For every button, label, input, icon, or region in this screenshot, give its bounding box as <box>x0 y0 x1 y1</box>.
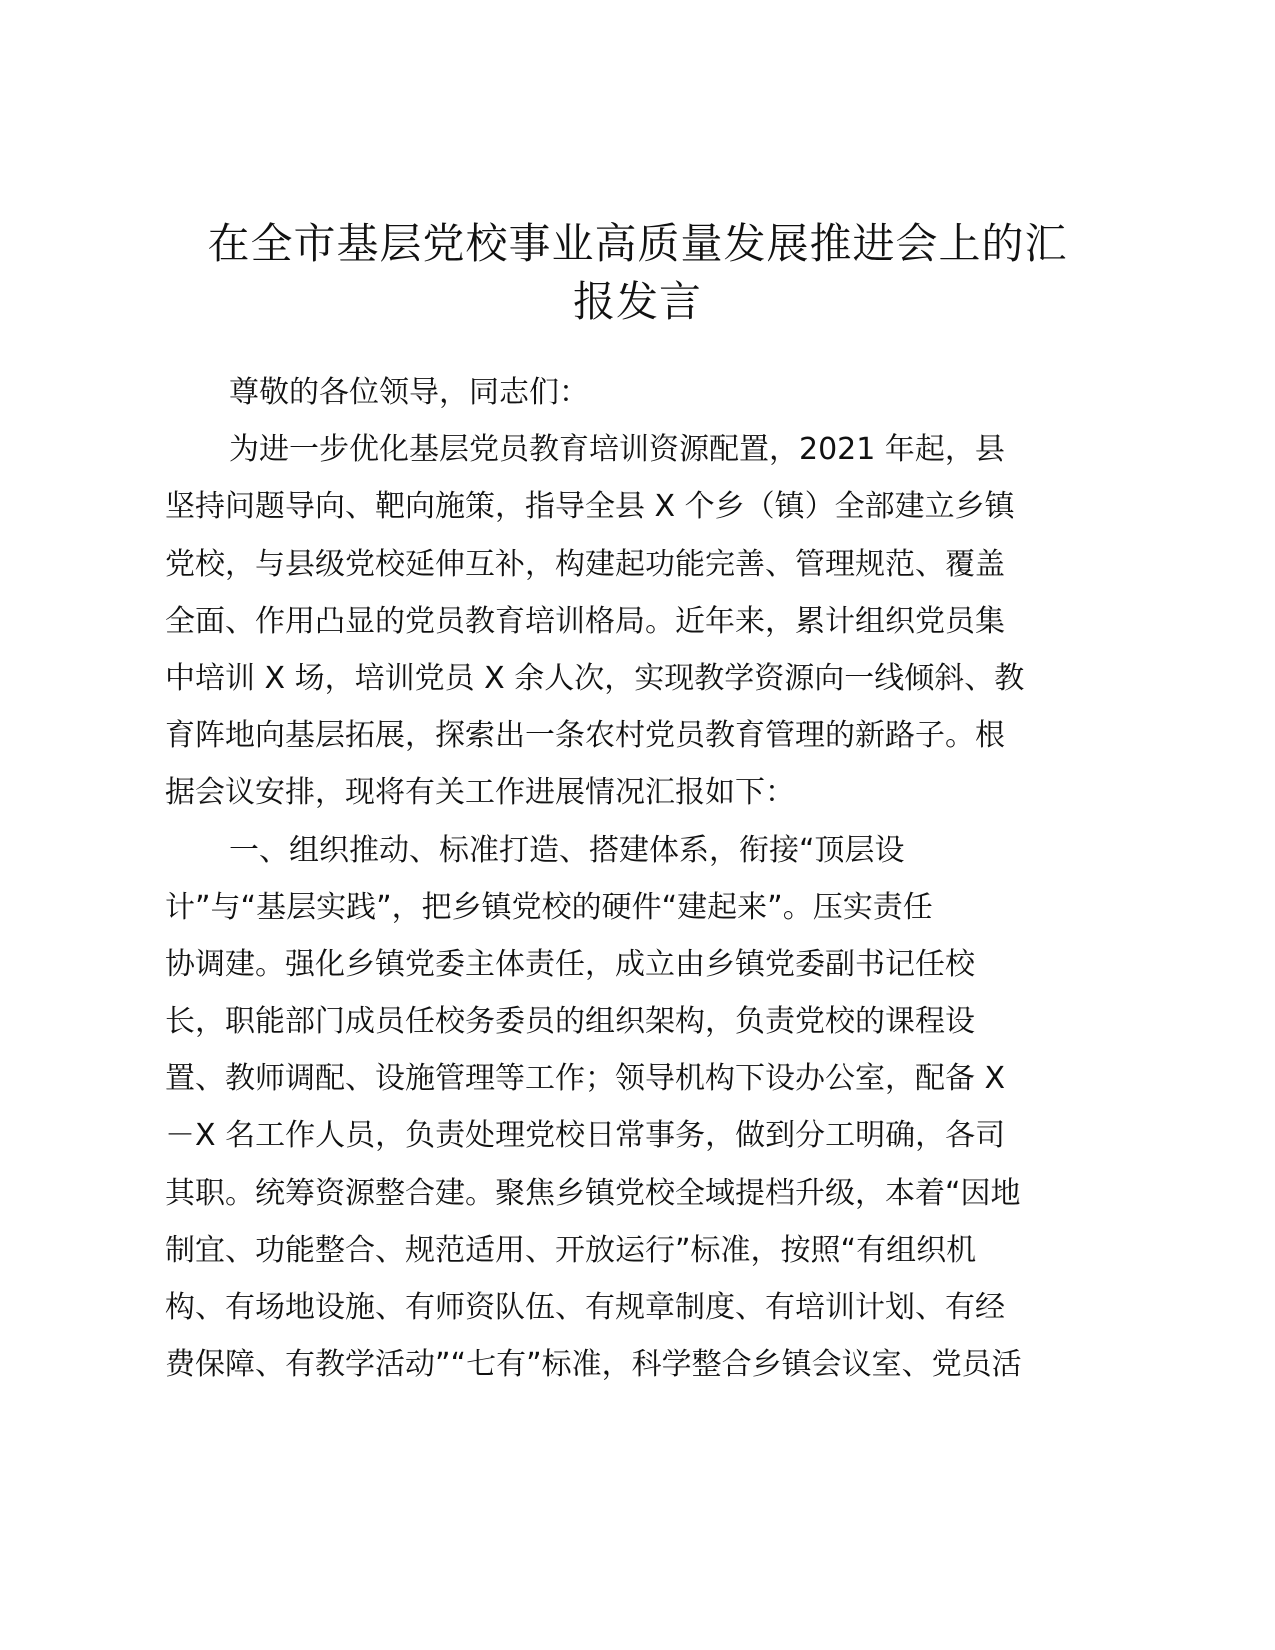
text-line: 党校，与县级党校延伸互补，构建起功能完善、管理规范、覆盖 <box>165 546 1005 582</box>
title-line-2: 报发言 <box>572 277 702 326</box>
text-line: 据会议安排，现将有关工作进展情况汇报如下： <box>165 775 795 811</box>
text-line: 计”与“基层实践”，把乡镇党校的硬件“建起来”。压实责任 <box>165 889 933 925</box>
text-line: 为进一步优化基层党员教育培训资源配置，2021 年起，县 <box>229 432 1005 468</box>
document-body <box>165 375 1125 1407</box>
text-line: 一、组织推动、标准打造、搭建体系，衔接“顶层设 <box>229 832 905 868</box>
text-line: 其职。统筹资源整合建。聚焦乡镇党校全域提档升级，本着“因地 <box>165 1175 1021 1211</box>
text-line: 协调建。强化乡镇党委主体责任，成立由乡镇党委副书记任校 <box>165 946 975 982</box>
document-title <box>160 215 1115 331</box>
text-line: 育阵地向基层拓展，探索出一条农村党员教育管理的新路子。根 <box>165 718 1005 754</box>
text-line: 制宜、功能整合、规范适用、开放运行”标准，按照“有组织机 <box>165 1232 977 1268</box>
text-line: 费保障、有教学活动”“七有”标准，科学整合乡镇会议室、党员活 <box>165 1347 1022 1383</box>
text-line: 长，职能部门成员任校务委员的组织架构，负责党校的课程设 <box>165 1004 975 1040</box>
text-line: 置、教师调配、设施管理等工作；领导机构下设办公室，配备 X <box>165 1061 1006 1097</box>
text-line: 中培训 X 场，培训党员 X 余人次，实现教学资源向一线倾斜、教 <box>165 660 1025 696</box>
text-line: 坚持问题导向、靶向施策，指导全县 X 个乡（镇）全部建立乡镇 <box>165 489 1015 525</box>
text-line: 全面、作用凸显的党员教育培训格局。近年来，累计组织党员集 <box>165 603 1005 639</box>
text-line: 尊敬的各位领导，同志们： <box>229 375 589 410</box>
title-line-1: 在全市基层党校事业高质量发展推进会上的汇 <box>207 219 1068 268</box>
text-line: －X 名工作人员，负责处理党校日常事务，做到分工明确，各司 <box>165 1118 1006 1154</box>
text-line: 构、有场地设施、有师资队伍、有规章制度、有培训计划、有经 <box>165 1290 1005 1325</box>
